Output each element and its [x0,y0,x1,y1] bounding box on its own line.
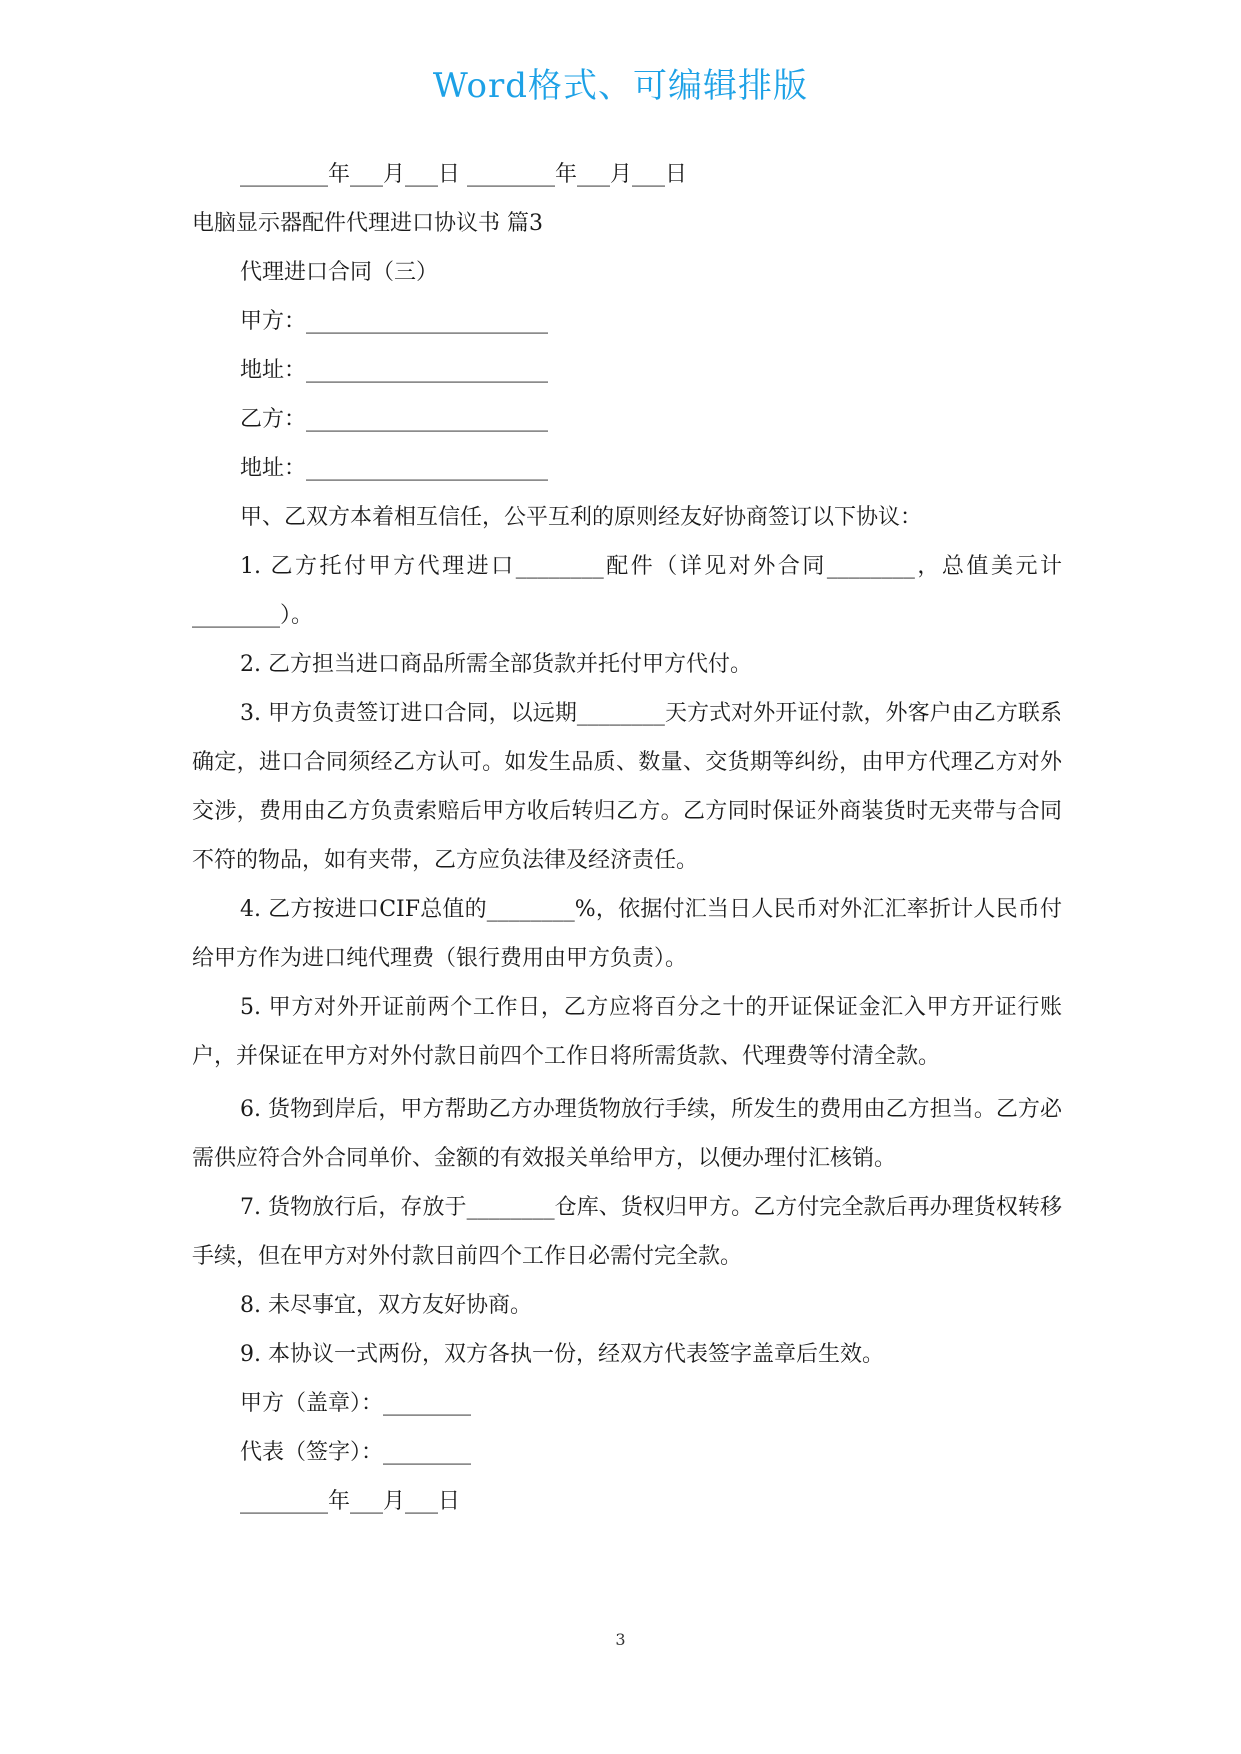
section-heading: 电脑显示器配件代理进口协议书 篇3 [192,211,543,236]
clause-6: 6. 货物到岸后，甲方帮助乙方办理货物放行手续，所发生的费用由乙方担当。乙方必需供应符合外合同单价、金额的有效报关单给甲方，以便办理付汇核销。 [192,1097,1062,1171]
date-line-top: ________年___月___日 ________年___月___日 [240,162,687,187]
clause-3: 3. 甲方负责签订进口合同，以远期________天方式对外开证付款，外客户由乙方联系确定，进口合同须经乙方认可。如发生品质、数量、交货期等纠纷，由甲方代理乙方对外交涉，费用由乙方负责索赔后甲方收后转归乙方。乙方同时保证外商装货时无夹带与合同不符的物品，如有夹带，乙方应负法律及经济责任。 [192,701,1062,873]
party-a-field: 甲方：______________________ [240,309,549,334]
document-header-title: Word格式、可编辑排版 [432,66,809,106]
date-line-bottom: ________年___月___日 [240,1489,461,1514]
clause-9: 9. 本协议一式两份，双方各执一份，经双方代表签字盖章后生效。 [240,1342,884,1367]
contract-title: 代理进口合同（三） [240,260,439,285]
clause-4: 4. 乙方按进口CIF总值的________%，依据付汇当日人民币对外汇汇率折计人民币付给甲方作为进口纯代理费（银行费用由甲方负责）。 [192,897,1062,971]
address-a-field: 地址：______________________ [240,358,549,383]
clause-8: 8. 未尽事宜，双方友好协商。 [240,1293,532,1318]
party-b-field: 乙方：______________________ [240,407,549,432]
representative-signature: 代表（签字）：________ [240,1440,472,1465]
document-body [192,150,1062,1526]
page-number: 3 [615,1630,626,1649]
clause-5: 5. 甲方对外开证前两个工作日，乙方应将百分之十的开证保证金汇入甲方开证行账户，并保证在甲方对外付款日前四个工作日将所需货款、代理费等付清全款。 [192,995,1062,1069]
clause-1: 1. 乙方托付甲方代理进口________配件（详见对外合同________，总值美元计________）。 [192,554,1062,628]
intro-paragraph: 甲、乙双方本着相互信任，公平互利的原则经友好协商签订以下协议： [240,505,923,530]
clause-7: 7. 货物放行后，存放于________仓库、货权归甲方。乙方付完全款后再办理货权转移手续，但在甲方对外付款日前四个工作日必需付完全款。 [192,1195,1062,1269]
seal-party-a: 甲方（盖章）：________ [240,1391,472,1416]
clause-2: 2. 乙方担当进口商品所需全部货款并托付甲方代付。 [240,652,752,677]
address-b-field: 地址：______________________ [240,456,549,481]
